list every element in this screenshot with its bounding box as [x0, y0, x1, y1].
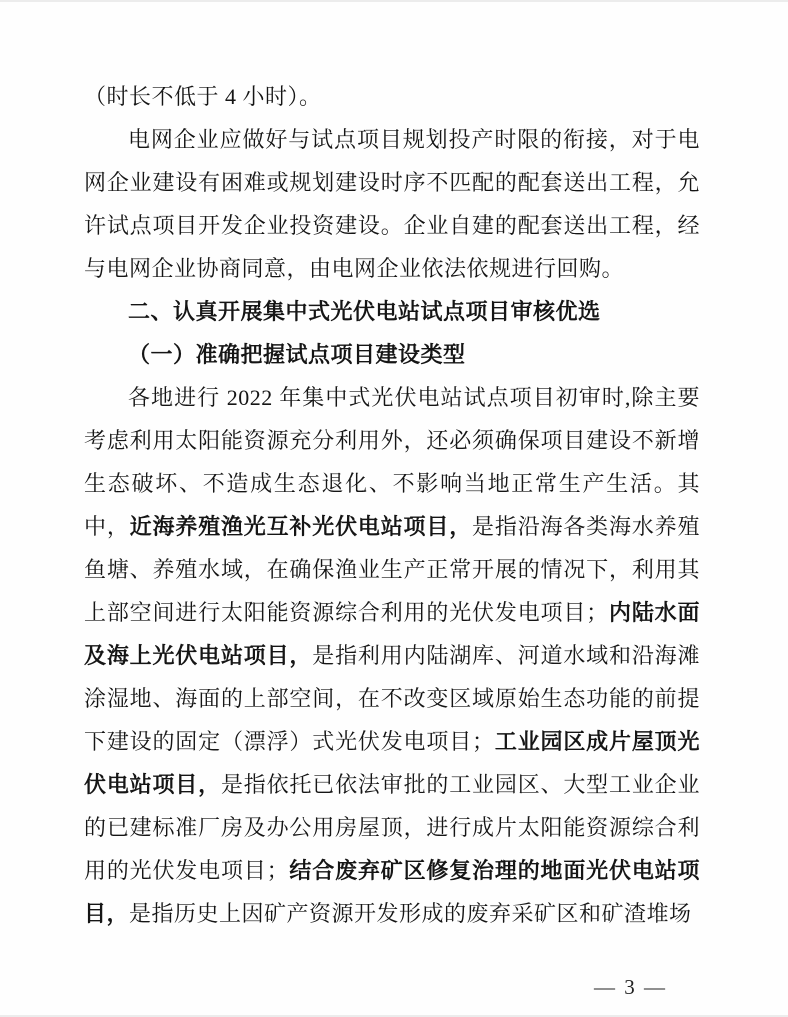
emphasis-run: 二、认真开展集中式光伏电站试点项目审核优选 [128, 299, 601, 324]
text-run: 是指历史上因矿产资源开发形成的废弃采矿区和矿渣堆场 [129, 901, 692, 926]
emphasis-run: 结合废弃矿区修复治理的地面光伏电站项目， [84, 858, 700, 926]
text-run: 各地进行 2022 年集中式光伏电站试点项目初审时,除主要考虑利用太阳能资源充分利用外，还必须确保项目建设不新增生态破坏、不造成生态退化、不影响当地正常生产生活。其中， [84, 385, 700, 539]
paragraph [84, 376, 700, 935]
paragraph [84, 75, 700, 118]
document-content [84, 75, 700, 935]
emphasis-run: 工业园区成片屋顶光伏电站项目， [84, 729, 700, 797]
text-run: 电网企业应做好与试点项目规划投产时限的衔接，对于电网企业建设有困难或规划建设时序不匹配的配套送出工程，允许试点项目开发企业投资建设。企业自建的配套送出工程，经与电网企业协商同意，由电网企业依法依规进行回购。 [84, 127, 700, 281]
page-number: — 3 — [594, 975, 667, 999]
emphasis-run: 近海养殖渔光互补光伏电站项目， [129, 514, 473, 539]
text-run: 是指利用内陆湖库、河道水域和沿海滩涂湿地、海面的上部空间，在不改变区域原始生态功能的前提下建设的固定（漂浮）式光伏发电项目； [84, 643, 700, 754]
emphasis-run: （一）准确把握试点项目建设类型 [128, 342, 466, 367]
heading1 [84, 290, 700, 333]
heading2 [84, 333, 700, 376]
paragraph [84, 118, 700, 290]
scan-edge-top [0, 0, 788, 2]
emphasis-run: 内陆水面及海上光伏电站项目， [84, 600, 700, 668]
text-run: 是指依托已依法审批的工业园区、大型工业企业的已建标准厂房及办公用房屋顶，进行成片太阳能资源综合利用的光伏发电项目； [84, 772, 700, 883]
text-run: 是指沿海各类海水养殖鱼塘、养殖水域，在确保渔业生产正常开展的情况下，利用其上部空间进行太阳能资源综合利用的光伏发电项目； [84, 514, 700, 625]
text-run: （时长不低于 4 小时）。 [84, 84, 322, 109]
